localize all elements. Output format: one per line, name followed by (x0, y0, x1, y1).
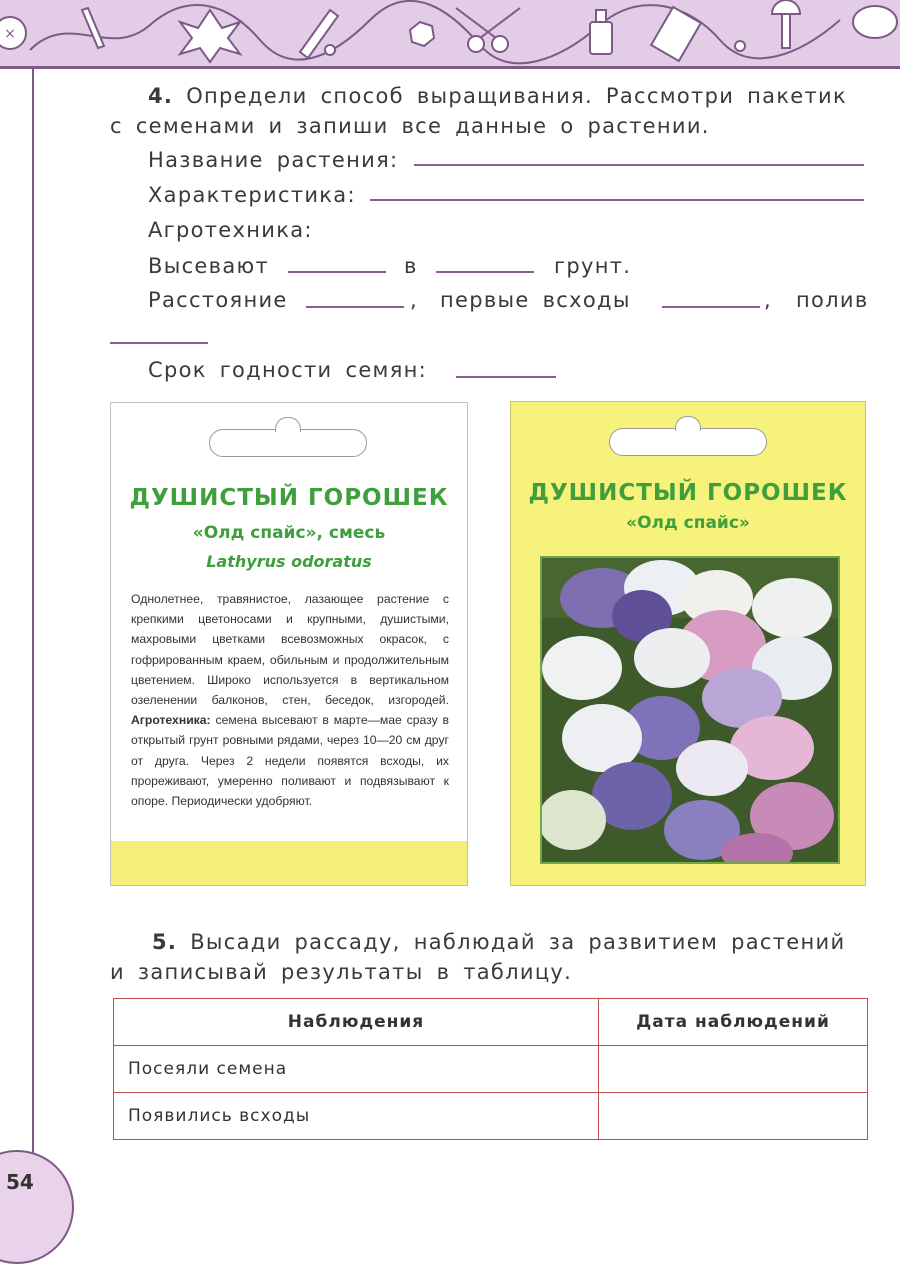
agrotechnics-label: Агротехника: (148, 218, 313, 242)
header-date: Дата наблюдений (599, 999, 868, 1046)
brush-icon (82, 8, 104, 48)
scissors-icon (468, 36, 484, 52)
characteristic-blank[interactable] (370, 199, 864, 201)
observation-cell: Посеяли семена (114, 1046, 599, 1093)
sow-ground-blank[interactable] (436, 271, 534, 273)
distance-blank[interactable] (306, 306, 404, 308)
sow-label: Высевают (148, 254, 270, 278)
thread-icon (30, 1, 840, 63)
comma-2: , (764, 288, 772, 312)
sprouts-label: первые всходы (440, 288, 631, 312)
nut-icon (410, 22, 434, 46)
agro-text: семена высевают в марте—мае сразу в открытый грунт ровными рядами, через 10—20 см друг от друга. Через 2 недели появятся всходы, их прореживают, умеренно поливают и подвязывают к опоре. Периодически удобряют. (131, 713, 449, 809)
hang-hole (209, 429, 367, 457)
flowers-illustration (542, 558, 838, 862)
seed-packet-front (510, 401, 866, 886)
task4-line1: 4. Определи способ выращивания. Рассмотри пакетик (148, 84, 847, 108)
table-row (114, 1046, 868, 1093)
plant-name-blank[interactable] (414, 164, 864, 166)
observation-table (113, 998, 868, 1140)
packet-back-variety: «Олд спайс», смесь (192, 523, 386, 543)
sow-time-blank[interactable] (288, 271, 386, 273)
task5-line1: 5. Высади рассаду, наблюдай за развитием растений (152, 930, 846, 954)
screw-icon (772, 0, 800, 14)
sprouts-blank[interactable] (662, 306, 760, 308)
craft-tools-decoration (0, 0, 900, 66)
table-row (114, 1093, 868, 1140)
ground-label: грунт. (554, 254, 632, 278)
thread-spool-icon (853, 6, 897, 38)
sweet-pea-flowers-photo (540, 556, 840, 864)
header-band (0, 0, 900, 69)
seed-packet-back (110, 402, 468, 886)
hang-hole (609, 428, 767, 456)
maple-leaf-icon (180, 10, 240, 62)
observation-cell: Появились всходы (114, 1093, 599, 1140)
task5-number: 5. (152, 930, 178, 954)
page-number: 54 (6, 1170, 34, 1194)
date-cell[interactable] (599, 1046, 868, 1093)
header-observations: Наблюдения (114, 999, 599, 1046)
description-text: Однолетнее, травянистое, лазающее растение с крепкими цветоносами и крупными, душистыми, махровыми цветками всевозможных окрасок, с гофрированным краем, обильным и продолжительным цветением. Широко используется в вертикальном озеленении балконов, стен, беседок, изгородей. (131, 592, 449, 708)
table-header-row (114, 999, 868, 1046)
comma-1: , (410, 288, 418, 312)
svg-text:×: × (4, 26, 16, 42)
packet-back-description (131, 589, 449, 811)
glue-icon (590, 22, 612, 54)
hang-notch (275, 417, 301, 432)
hang-notch (675, 416, 701, 431)
task4-line2: с семенами и запиши все данные о растении. (110, 114, 710, 138)
characteristic-label: Характеристика: (148, 183, 356, 207)
date-cell[interactable] (599, 1093, 868, 1140)
sow-in-label: в (404, 254, 418, 278)
agro-title: Агротехника: (131, 713, 211, 728)
plant-name-label: Название растения: (148, 148, 399, 172)
task4-number: 4. (148, 84, 174, 108)
shelf-life-blank[interactable] (456, 376, 556, 378)
packet-front-title: ДУШИСТЫЙ ГОРОШЕК (528, 480, 848, 506)
packet-back-strip (111, 841, 467, 885)
packet-back-latin: Lathyrus odoratus (206, 552, 372, 571)
comb-icon (651, 7, 701, 61)
watering-blank[interactable] (110, 342, 208, 344)
page-number-badge (0, 1150, 74, 1264)
packet-back-title: ДУШИСТЫЙ ГОРОШЕК (129, 485, 449, 511)
task5-line2: и записывай результаты в таблицу. (110, 960, 573, 984)
watering-label: полив (796, 288, 869, 312)
distance-label: Расстояние (148, 288, 288, 312)
packet-front-variety: «Олд спайс» (626, 513, 750, 533)
shelf-life-label: Срок годности семян: (148, 358, 428, 382)
margin-rule (32, 66, 34, 1176)
